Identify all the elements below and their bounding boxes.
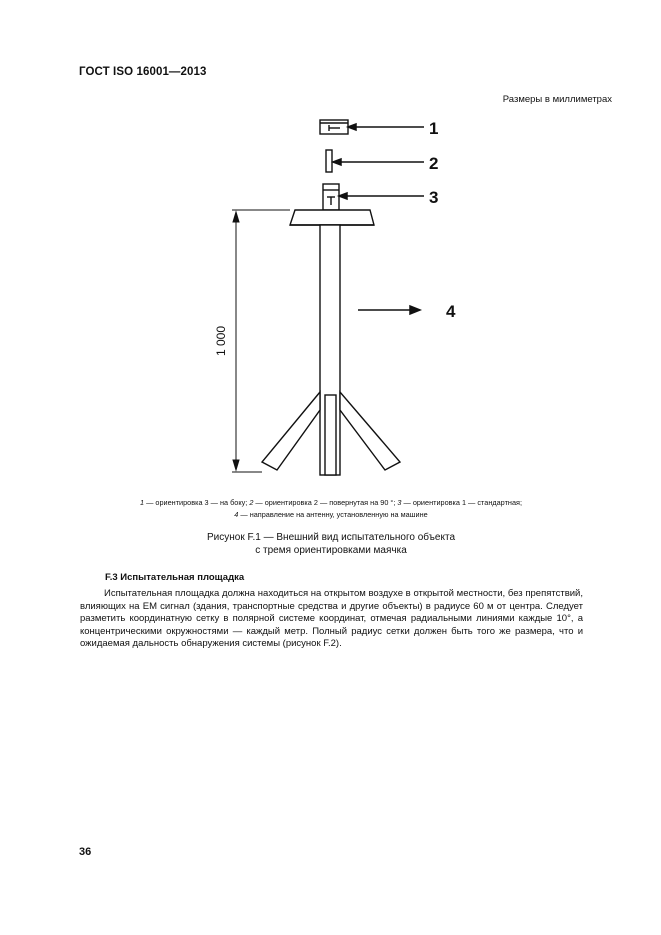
units-note: Размеры в миллиметрах [502,94,612,105]
legend-item-2-num: 2 [249,498,254,507]
section-title: F.3 Испытательная площадка [105,572,245,583]
legend-item-4-num: 4 [234,510,239,519]
callout-2: 2 [429,154,439,173]
figure-caption [80,531,582,557]
callout-1: 1 [429,119,439,138]
dimension-label: 1 000 [214,325,228,357]
legend-item-1-text: — ориентировка 3 — на боку; [144,498,250,507]
caption-line-1: Рисунок F.1 — Внешний вид испытательного объекта [206,532,456,543]
legend-item-3-text: — ориентировка 1 — стандартная; [401,498,522,507]
legend-item-2-text: — ориентировка 2 — повернутая на 90 °; [253,498,398,507]
callout-4: 4 [446,302,456,321]
document-code: ГОСТ ISO 16001—2013 [79,66,207,78]
callout-3: 3 [429,188,439,207]
legend-item-4-text: — направление на антенну, установленную на машине [238,510,428,519]
legend-item-1-num: 1 [140,498,145,507]
beacon-orientation-2 [326,150,332,172]
caption-line-2: с тремя ориентировками маячка [255,545,407,556]
section-paragraph: Испытательная площадка должна находиться на открытом воздухе в открытой местности, без препятствий, влияющих на ЕМ сигнал (здания, транспортные средства и другие объекты) в радиусе 60 м от центра. Следует разметить координатную сетку в полярной системе координат, отмечая радиальными линиями каждые 10°, а концентрическими окружностями — каждый метр. Полный радиус сетки должен быть того же размера, что и ожидаемая дальность обнаружения системы (рисунок F.2). [80,588,583,649]
legend-item-3-num: 3 [397,498,402,507]
figure-legend [80,497,582,521]
table-top [290,210,374,225]
page-number: 36 [79,846,92,858]
dimension-line [232,210,290,472]
beacon-orientation-1 [323,184,339,210]
beacon-orientation-3 [320,120,348,134]
